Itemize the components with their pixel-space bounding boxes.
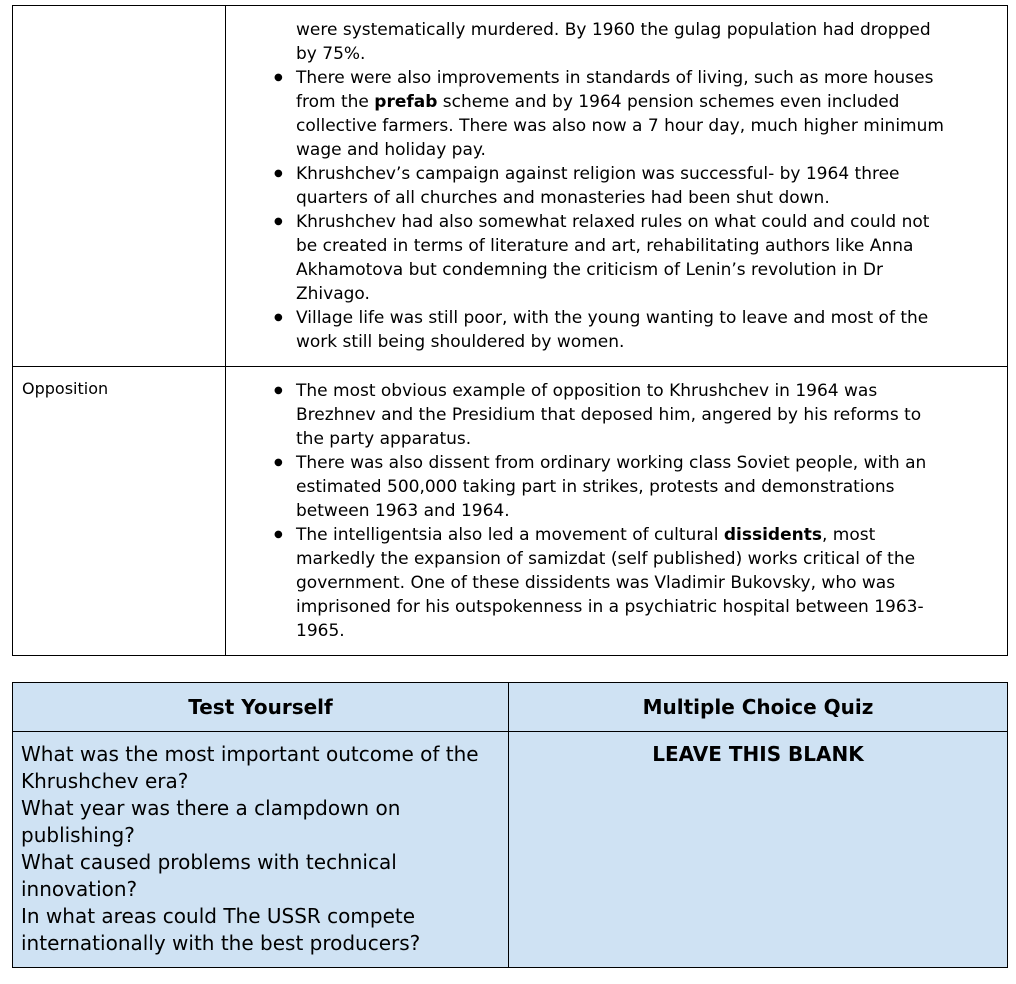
bold-term: prefab <box>374 92 438 112</box>
bullet-item: ● There was also dissent from ordinary working class Soviet people, with an estimated 500,000 taking part in strikes, protests and demonstrations between 1963 and 1964. <box>296 451 949 523</box>
notes-row-label-cell <box>13 6 226 366</box>
notes-row-label: Opposition <box>22 379 109 398</box>
bullet-item: ● Village life was still poor, with the young wanting to leave and most of the work still being shouldered by women. <box>296 306 949 354</box>
quiz-header-row <box>13 683 1007 732</box>
notes-row-content-cell <box>226 367 1007 655</box>
quiz-header-multiple-choice-cell <box>509 683 1007 731</box>
question-text: What was the most important outcome of the Khrushchev era? <box>21 742 479 793</box>
notes-row-content-cell <box>226 6 1007 366</box>
question-text: What year was there a clampdown on publishing? <box>21 796 401 847</box>
bold-term: dissidents <box>723 525 822 545</box>
quiz-blank-text: LEAVE THIS BLANK <box>652 742 864 766</box>
notes-table <box>12 5 1008 656</box>
question-text: In what areas could The USSR compete internationally with the best producers? <box>21 904 421 955</box>
notes-bullet-list <box>296 379 949 643</box>
question-text: What caused problems with technical innovation? <box>21 850 397 901</box>
quiz-questions-cell <box>13 732 509 967</box>
notes-bullet-list <box>296 18 949 354</box>
bullet-item: ● Khrushchev had also somewhat relaxed rules on what could and could not be created in terms of literature and art, rehabilitating authors like Anna Akhamotova but condemning the criticism of Lenin’s revolution in Dr Zhivago. <box>296 210 949 306</box>
quiz-table <box>12 682 1008 968</box>
notes-row-label-cell <box>13 367 226 655</box>
quiz-header-multiple-choice: Multiple Choice Quiz <box>642 695 874 719</box>
notes-row-continued <box>13 6 1007 367</box>
bullet-item: ● The intelligentsia also led a movement of cultural dissidents, most markedly the expansion of samizdat (self published) works critical of the government. One of these dissidents was Vladimir Bukovsky, who was imprisoned for his outspokenness in a psychiatric hospital between 1963-1965. <box>296 523 949 643</box>
quiz-header-test-yourself-cell <box>13 683 509 731</box>
quiz-header-test-yourself: Test Yourself <box>188 695 333 719</box>
bullet-item: ● Khrushchev’s campaign against religion was successful- by 1964 three quarters of all churches and monasteries had been shut down. <box>296 162 949 210</box>
bullet-item: ● There were also improvements in standards of living, such as more houses from the prefab scheme and by 1964 pension schemes even included collective farmers. There was also now a 7 hour day, much higher minimum wage and holiday pay. <box>296 66 949 162</box>
quiz-body-row <box>13 732 1007 967</box>
quiz-blank-cell <box>509 732 1007 967</box>
notes-row-opposition <box>13 367 1007 655</box>
bullet-item: ● The most obvious example of opposition to Khrushchev in 1964 was Brezhnev and the Presidium that deposed him, angered by his reforms to the party apparatus. <box>296 379 949 451</box>
continued-text-item: were systematically murdered. By 1960 the gulag population had dropped by 75%. <box>296 20 931 64</box>
